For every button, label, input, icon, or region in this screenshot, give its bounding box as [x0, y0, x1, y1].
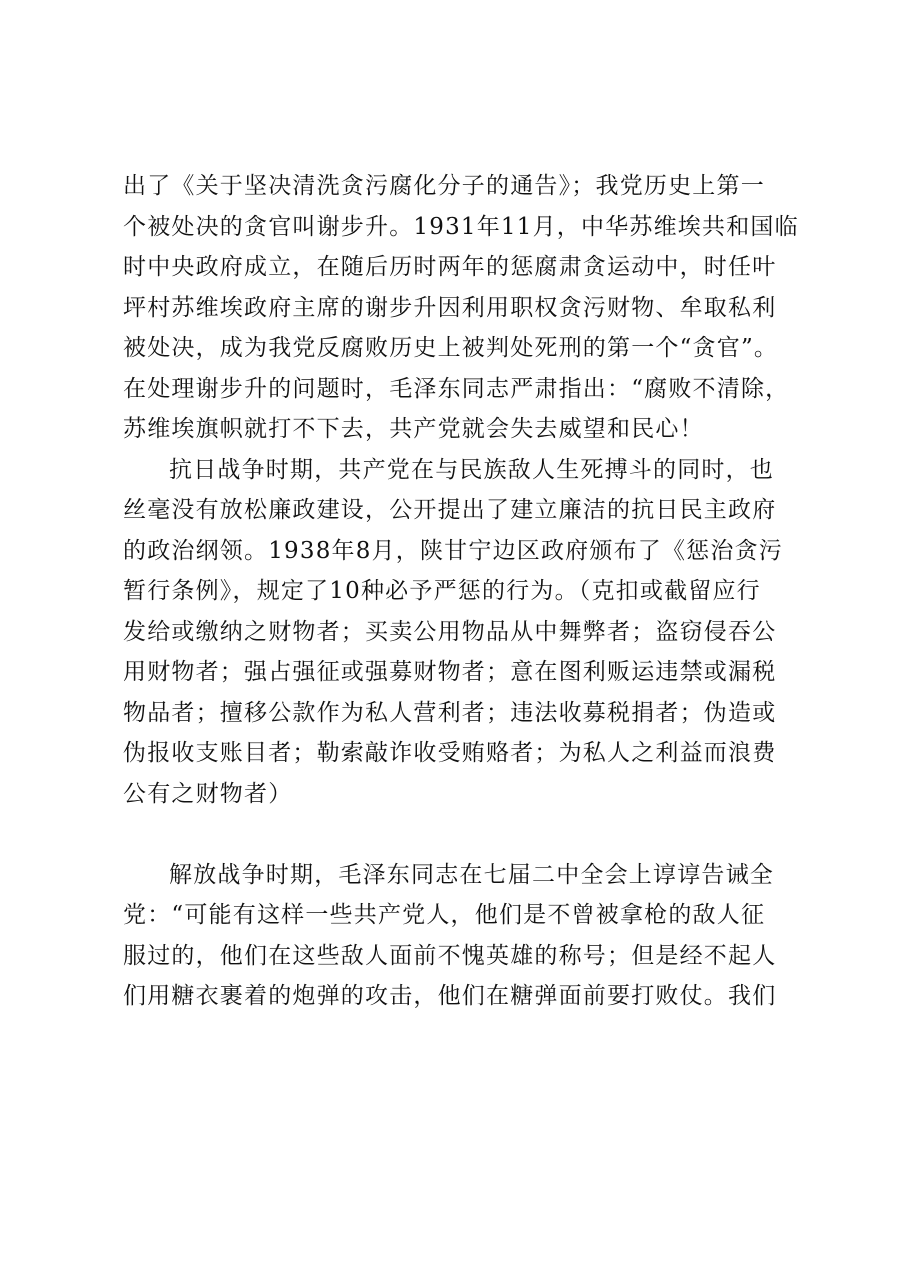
text-line: 时中央政府成立，在随后历时两年的惩腐肃贪运动中，时任叶 [123, 254, 777, 280]
text-line: 服过的，他们在这些敌人面前不愧英雄的称号；但是经不起人 [123, 942, 777, 969]
text-line: 物品者；擅移公款作为私人营利者；违法收募税捐者；伪造或 [123, 699, 777, 726]
text-line: 抗日战争时期，共产党在与民族敌人生死搏斗的同时，也 [169, 456, 774, 483]
text-line: 出了《关于坚决清洗贪污腐化分子的通告》；我党历史上第一 [123, 173, 765, 199]
text-line: 苏维埃旗帜就打不下去，共产党就会失去威望和民心！ [123, 416, 704, 442]
text-line: 解放战争时期，毛泽东同志在七届二中全会上谆谆告诫全 [169, 861, 774, 888]
text-line: 丝毫没有放松廉政建设，公开提出了建立廉洁的抗日民主政府 [123, 497, 777, 523]
text-line: 暂行条例》，规定了10种必予严惩的行为。（克扣或截留应行 [123, 578, 761, 604]
text-line: 用财物者；强占强征或强募财物者；意在图利贩运违禁或漏税 [123, 659, 777, 685]
paragraph-3 [123, 855, 803, 1017]
text-line: 在处理谢步升的问题时，毛泽东同志严肃指出：“腐败不清除， [123, 375, 790, 402]
paragraph-1 [123, 166, 803, 450]
text-line: 个被处决的贪官叫谢步升。1931年11月，中华苏维埃共和国临 [123, 213, 799, 240]
text-line: 党：“可能有这样一些共产党人，他们是不曾被拿枪的敌人征 [123, 902, 766, 928]
text-line [123, 814, 803, 855]
text-line: 被处决，成为我党反腐败历史上被判处死刑的第一个“贪官”。 [123, 335, 779, 361]
text-line: 伪报收支账目者；勒索敲诈收受贿赂者；为私人之利益而浪费 [123, 740, 777, 766]
text-line: 坪村苏维埃政府主席的谢步升因利用职权贪污财物、牟取私利 [123, 294, 777, 321]
text-line: 们用糖衣裹着的炮弹的攻击，他们在糖弹面前要打败仗。我们 [123, 983, 777, 1009]
paragraph-2 [123, 450, 803, 855]
document-body [123, 166, 803, 1017]
text-line: 公有之财物者） [123, 780, 293, 807]
text-line: 发给或缴纳之财物者；买卖公用物品从中舞弊者；盗窃侵吞公 [123, 618, 777, 645]
text-line: 的政治纲领。1938年8月，陕甘宁边区政府颁布了《惩治贪污 [123, 537, 783, 564]
